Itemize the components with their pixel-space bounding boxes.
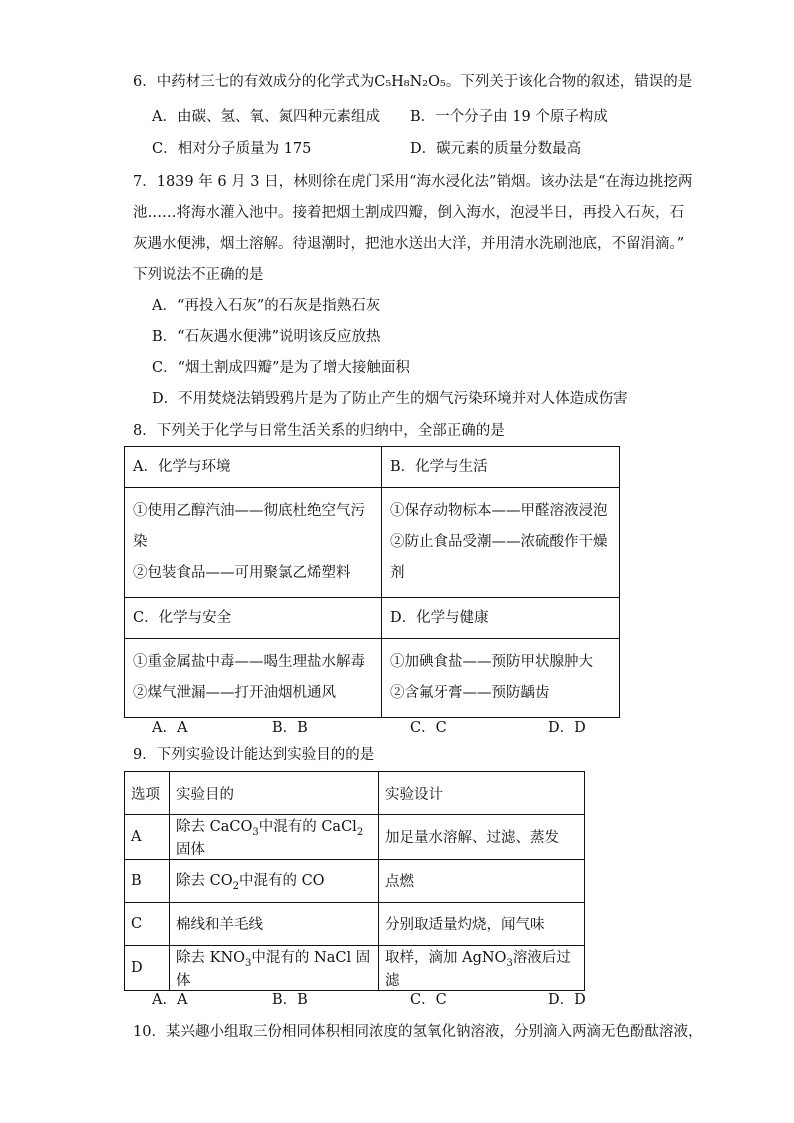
q9-row-a-goal [170, 815, 379, 860]
q6-stem-part2: 。下列关于该化合物的叙述，错误的是 [445, 74, 693, 90]
q6-formula: C₅H₈N₂O₅ [374, 74, 446, 90]
q8-c-item1: ①重金属盐中毒——喝生理盐水解毒 [133, 654, 365, 670]
q9-row-b-goal [170, 859, 379, 902]
q8-stem: 8．下列关于化学与日常生活关系的归纳中，全部正确的是 [133, 423, 505, 439]
q9-row-b-goal-text1: 除去 CO [176, 873, 233, 890]
q7-option-d: D．不用焚烧法销毁鸦片是为了防止产生的烟气污染环境并对人体造成伤害 [152, 391, 628, 407]
q8-cell-d-content [382, 639, 620, 718]
q8-cell-c-title: C．化学与安全 [125, 598, 382, 639]
q8-cell-a-title: A．化学与环境 [125, 447, 382, 488]
q8-cell-d-title: D．化学与健康 [382, 598, 620, 639]
q9-row-c-goal: 棉线和羊毛线 [170, 902, 379, 945]
q9-answer-a: A．A [152, 992, 188, 1008]
q8-cell-b-content [382, 488, 620, 598]
q9-row-b-goal-text2: 中混有的 CO [238, 873, 325, 890]
q9-row-c-option: C [125, 902, 170, 945]
q9-row-d-design-text1: 取样，滴加 AgNO [385, 949, 507, 966]
q9-row-d-goal [170, 945, 379, 990]
q8-cell-a-content [125, 488, 382, 598]
q6-option-c: C．相对分子质量为 175 [152, 141, 312, 157]
q9-answer-d: D．D [548, 992, 586, 1008]
q6-option-a: A．由碳、氢、氧、氮四种元素组成 [152, 109, 380, 125]
q9-row-a-design: 加足量水溶解、过滤、蒸发 [379, 815, 585, 860]
q9-row-d-option: D [125, 945, 170, 990]
q9-row-a-option: A [125, 815, 170, 860]
q9-header-design: 实验设计 [379, 772, 585, 815]
q9-row-d-goal-sub1: 3 [245, 957, 252, 969]
q7-option-c: C．“烟土割成四瓣”是为了增大接触面积 [152, 360, 410, 376]
q9-row-d-design-sub: 3 [506, 957, 513, 969]
q7-option-b: B．“石灰遇水便沸”说明该反应放热 [152, 329, 381, 345]
q9-row-b-goal-sub1: 2 [232, 881, 239, 893]
q10-stem: 10．某兴趣小组取三份相同体积相同浓度的氢氧化钠溶液，分别滴入两滴无色酚酞溶液， [133, 1024, 703, 1040]
q8-a-item2: ②包装食品——可用聚氯乙烯塑料 [133, 565, 351, 581]
q7-option-a: A．“再投入石灰”的石灰是指熟石灰 [152, 298, 381, 314]
q9-row-d-goal-text1: 除去 KNO [176, 949, 246, 966]
q8-answer-d: D．D [548, 720, 586, 736]
q9-row-d-design-text2: 溶液后过滤 [385, 949, 571, 989]
q8-d-item1: ①加碘食盐——预防甲状腺肿大 [390, 654, 593, 670]
q9-row-a-goal-sub2: 2 [356, 826, 364, 838]
q9-row-d-design [379, 945, 585, 990]
q9-row-a-goal-text3: 固体 [176, 841, 205, 858]
q8-a-item1: ①使用乙醇汽油——彻底杜绝空气污 [133, 503, 365, 519]
q9-row-d-goal-text2: 中混有的 NaCl 固体 [176, 949, 371, 989]
q9-row-b-option: B [125, 859, 170, 902]
q8-cell-c-content [125, 639, 382, 718]
q6-stem-part1: 6．中药材三七的有效成分的化学式为 [133, 74, 375, 90]
q7-line-4: 下列说法不正确的是 [133, 267, 264, 283]
q8-a-item1-cont: 染 [133, 534, 148, 550]
q8-b-item1: ①保存动物标本——甲醛溶液浸泡 [390, 503, 608, 519]
q8-answer-b: B．B [272, 720, 308, 736]
q8-b-item2: ②防止食品受潮——浓硫酸作干燥 [390, 534, 608, 550]
q8-c-item2: ②煤气泄漏——打开油烟机通风 [133, 685, 336, 701]
table-row [125, 945, 585, 990]
q9-row-a-goal-sub1: 3 [252, 826, 259, 838]
q7-line-3: 灰遇水便沸，烟土溶解。待退潮时，把池水送出大洋，并用清水洗刷池底，不留涓滴。” [133, 236, 685, 252]
q9-answer-b: B．B [272, 992, 308, 1008]
q8-answer-c: C．C [410, 720, 447, 736]
q8-table [124, 446, 620, 718]
q9-answer-c: C．C [410, 992, 447, 1008]
table-row [125, 859, 585, 902]
q8-cell-b-title: B．化学与生活 [382, 447, 620, 488]
q9-row-a-goal-text2: 中混有的 CaCl [258, 819, 357, 835]
q9-stem: 9．下列实验设计能达到实验目的的是 [133, 747, 375, 763]
q6-option-b: B．一个分子由 19 个原子构成 [410, 109, 608, 125]
q7-line-1: 7．1839 年 6 月 3 日，林则徐在虎门采用“海水浸化法”销烟。该办法是“在海边挑挖两 [133, 174, 693, 190]
q9-row-c-design: 分别取适量灼烧，闻气味 [379, 902, 585, 945]
q9-header-option: 选项 [125, 772, 170, 815]
q8-b-item2-cont: 剂 [390, 565, 405, 581]
q8-d-item2: ②含氟牙膏——预防龋齿 [390, 685, 550, 701]
q9-header-goal: 实验目的 [170, 772, 379, 815]
q9-table [124, 771, 585, 991]
table-row [125, 902, 585, 945]
q8-answer-a: A．A [152, 720, 188, 736]
q6-option-d: D．碳元素的质量分数最高 [410, 141, 582, 157]
q9-row-b-design: 点燃 [379, 859, 585, 902]
q6-stem [133, 72, 692, 92]
q7-line-2: 池……将海水灌入池中。接着把烟土割成四瓣，倒入海水，泡浸半日，再投入石灰，石 [133, 205, 684, 221]
q9-row-a-goal-text1: 除去 CaCO [176, 819, 253, 835]
table-row [125, 815, 585, 860]
